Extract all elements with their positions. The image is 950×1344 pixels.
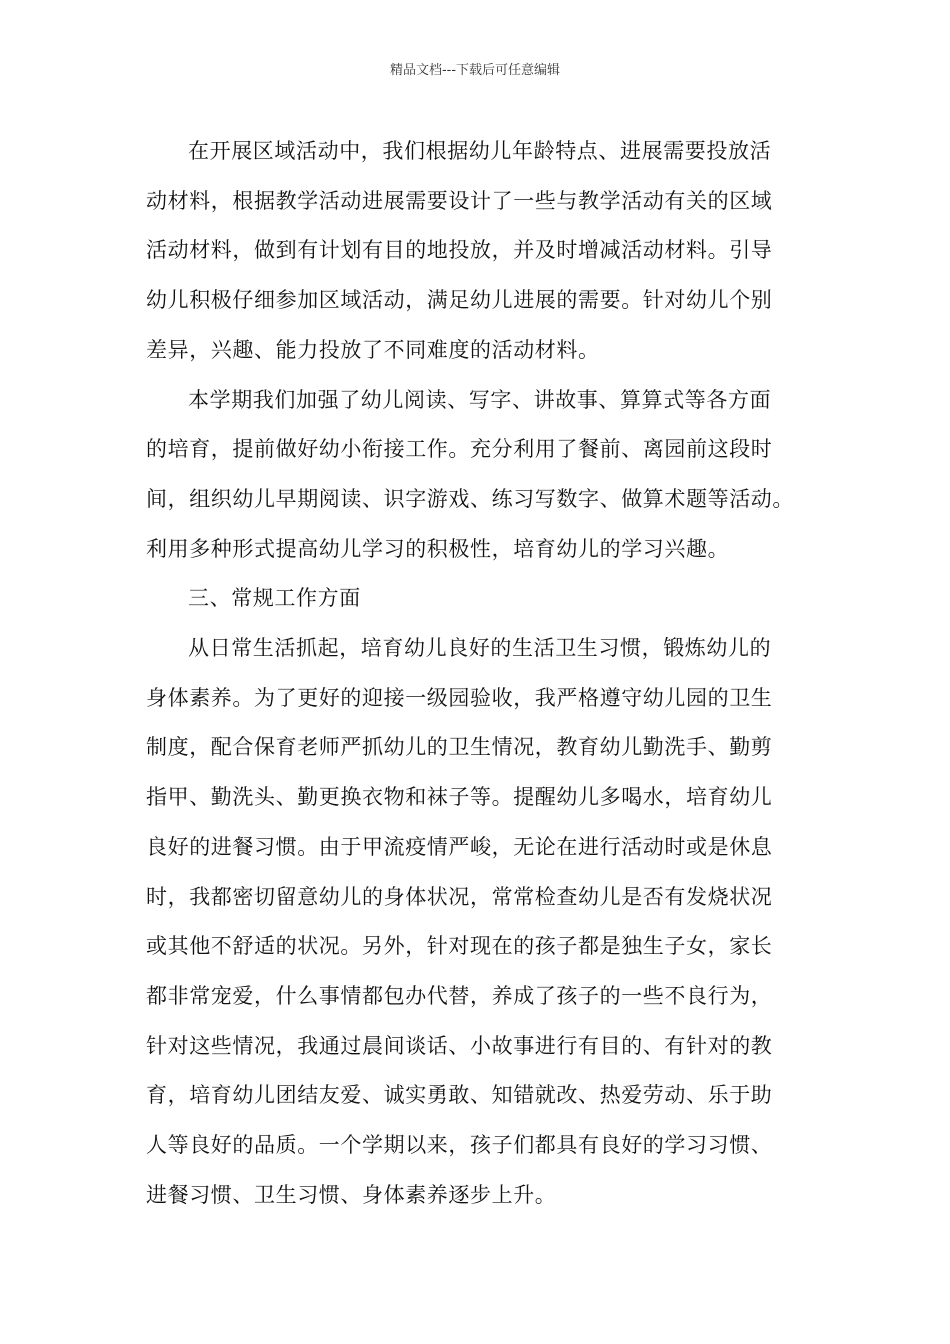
paragraph-routine-work — [146, 624, 806, 1220]
text-line: 育，培育幼儿团结友爱、诚实勇敢、知错就改、热爱劳动、乐于助 — [146, 1083, 773, 1108]
text-line: 针对这些情况，我通过晨间谈话、小故事进行有目的、有针对的教 — [146, 1033, 773, 1058]
text-line: 利用多种形式提高幼儿学习的积极性，培育幼儿的学习兴趣。 — [146, 536, 730, 561]
text-line: 都非常宠爱，什么事情都包办代替，养成了孩子的一些不良行为， — [146, 983, 773, 1008]
text-line: 本学期我们加强了幼儿阅读、写字、讲故事、算算式等各方面 — [188, 387, 772, 412]
text-line: 制度，配合保育老师严抓幼儿的卫生情况，教育幼儿勤洗手、勤剪 — [146, 735, 773, 760]
text-line: 幼儿积极仔细参加区域活动，满足幼儿进展的需要。针对幼儿个别 — [146, 288, 773, 313]
page-header: 精品文档---下载后可任意编辑 — [389, 63, 561, 78]
text-line: 从日常生活抓起，培育幼儿良好的生活卫生习惯，锻炼幼儿的 — [188, 636, 772, 661]
section-heading: 三、常规工作方面 — [188, 586, 361, 611]
paragraph-reading-writing — [146, 376, 806, 575]
text-line: 时，我都密切留意幼儿的身体状况，常常检查幼儿是否有发烧状况 — [146, 884, 773, 909]
text-line: 活动材料，做到有计划有目的地投放，并及时增减活动材料。引导 — [146, 238, 773, 263]
text-line: 在开展区域活动中，我们根据幼儿年龄特点、进展需要投放活 — [188, 139, 772, 163]
paragraph-regional-activities — [146, 127, 806, 376]
text-line: 良好的进餐习惯。由于甲流疫情严峻，无论在进行活动时或是休息 — [146, 834, 773, 859]
text-line: 身体素养。为了更好的迎接一级园验收，我严格遵守幼儿园的卫生 — [146, 685, 773, 710]
text-line: 的培育，提前做好幼小衔接工作。充分利用了餐前、离园前这段时 — [146, 437, 773, 462]
text-line: 进餐习惯、卫生习惯、身体素养逐步上升。 — [146, 1182, 557, 1207]
text-line: 间，组织幼儿早期阅读、识字游戏、练习写数字、做算术题等活动。 — [146, 486, 794, 511]
text-line: 指甲、勤洗头、勤更换衣物和袜子等。提醒幼儿多喝水，培育幼儿 — [146, 785, 773, 810]
text-line: 差异，兴趣、能力投放了不同难度的活动材料。 — [146, 337, 600, 362]
document-body — [146, 127, 806, 1220]
text-line: 人等良好的品质。一个学期以来，孩子们都具有良好的学习习惯、 — [146, 1133, 773, 1158]
text-line: 或其他不舒适的状况。另外，针对现在的孩子都是独生子女，家长 — [146, 934, 773, 959]
text-line: 动材料，根据教学活动进展需要设计了一些与教学活动有关的区域 — [146, 188, 773, 213]
